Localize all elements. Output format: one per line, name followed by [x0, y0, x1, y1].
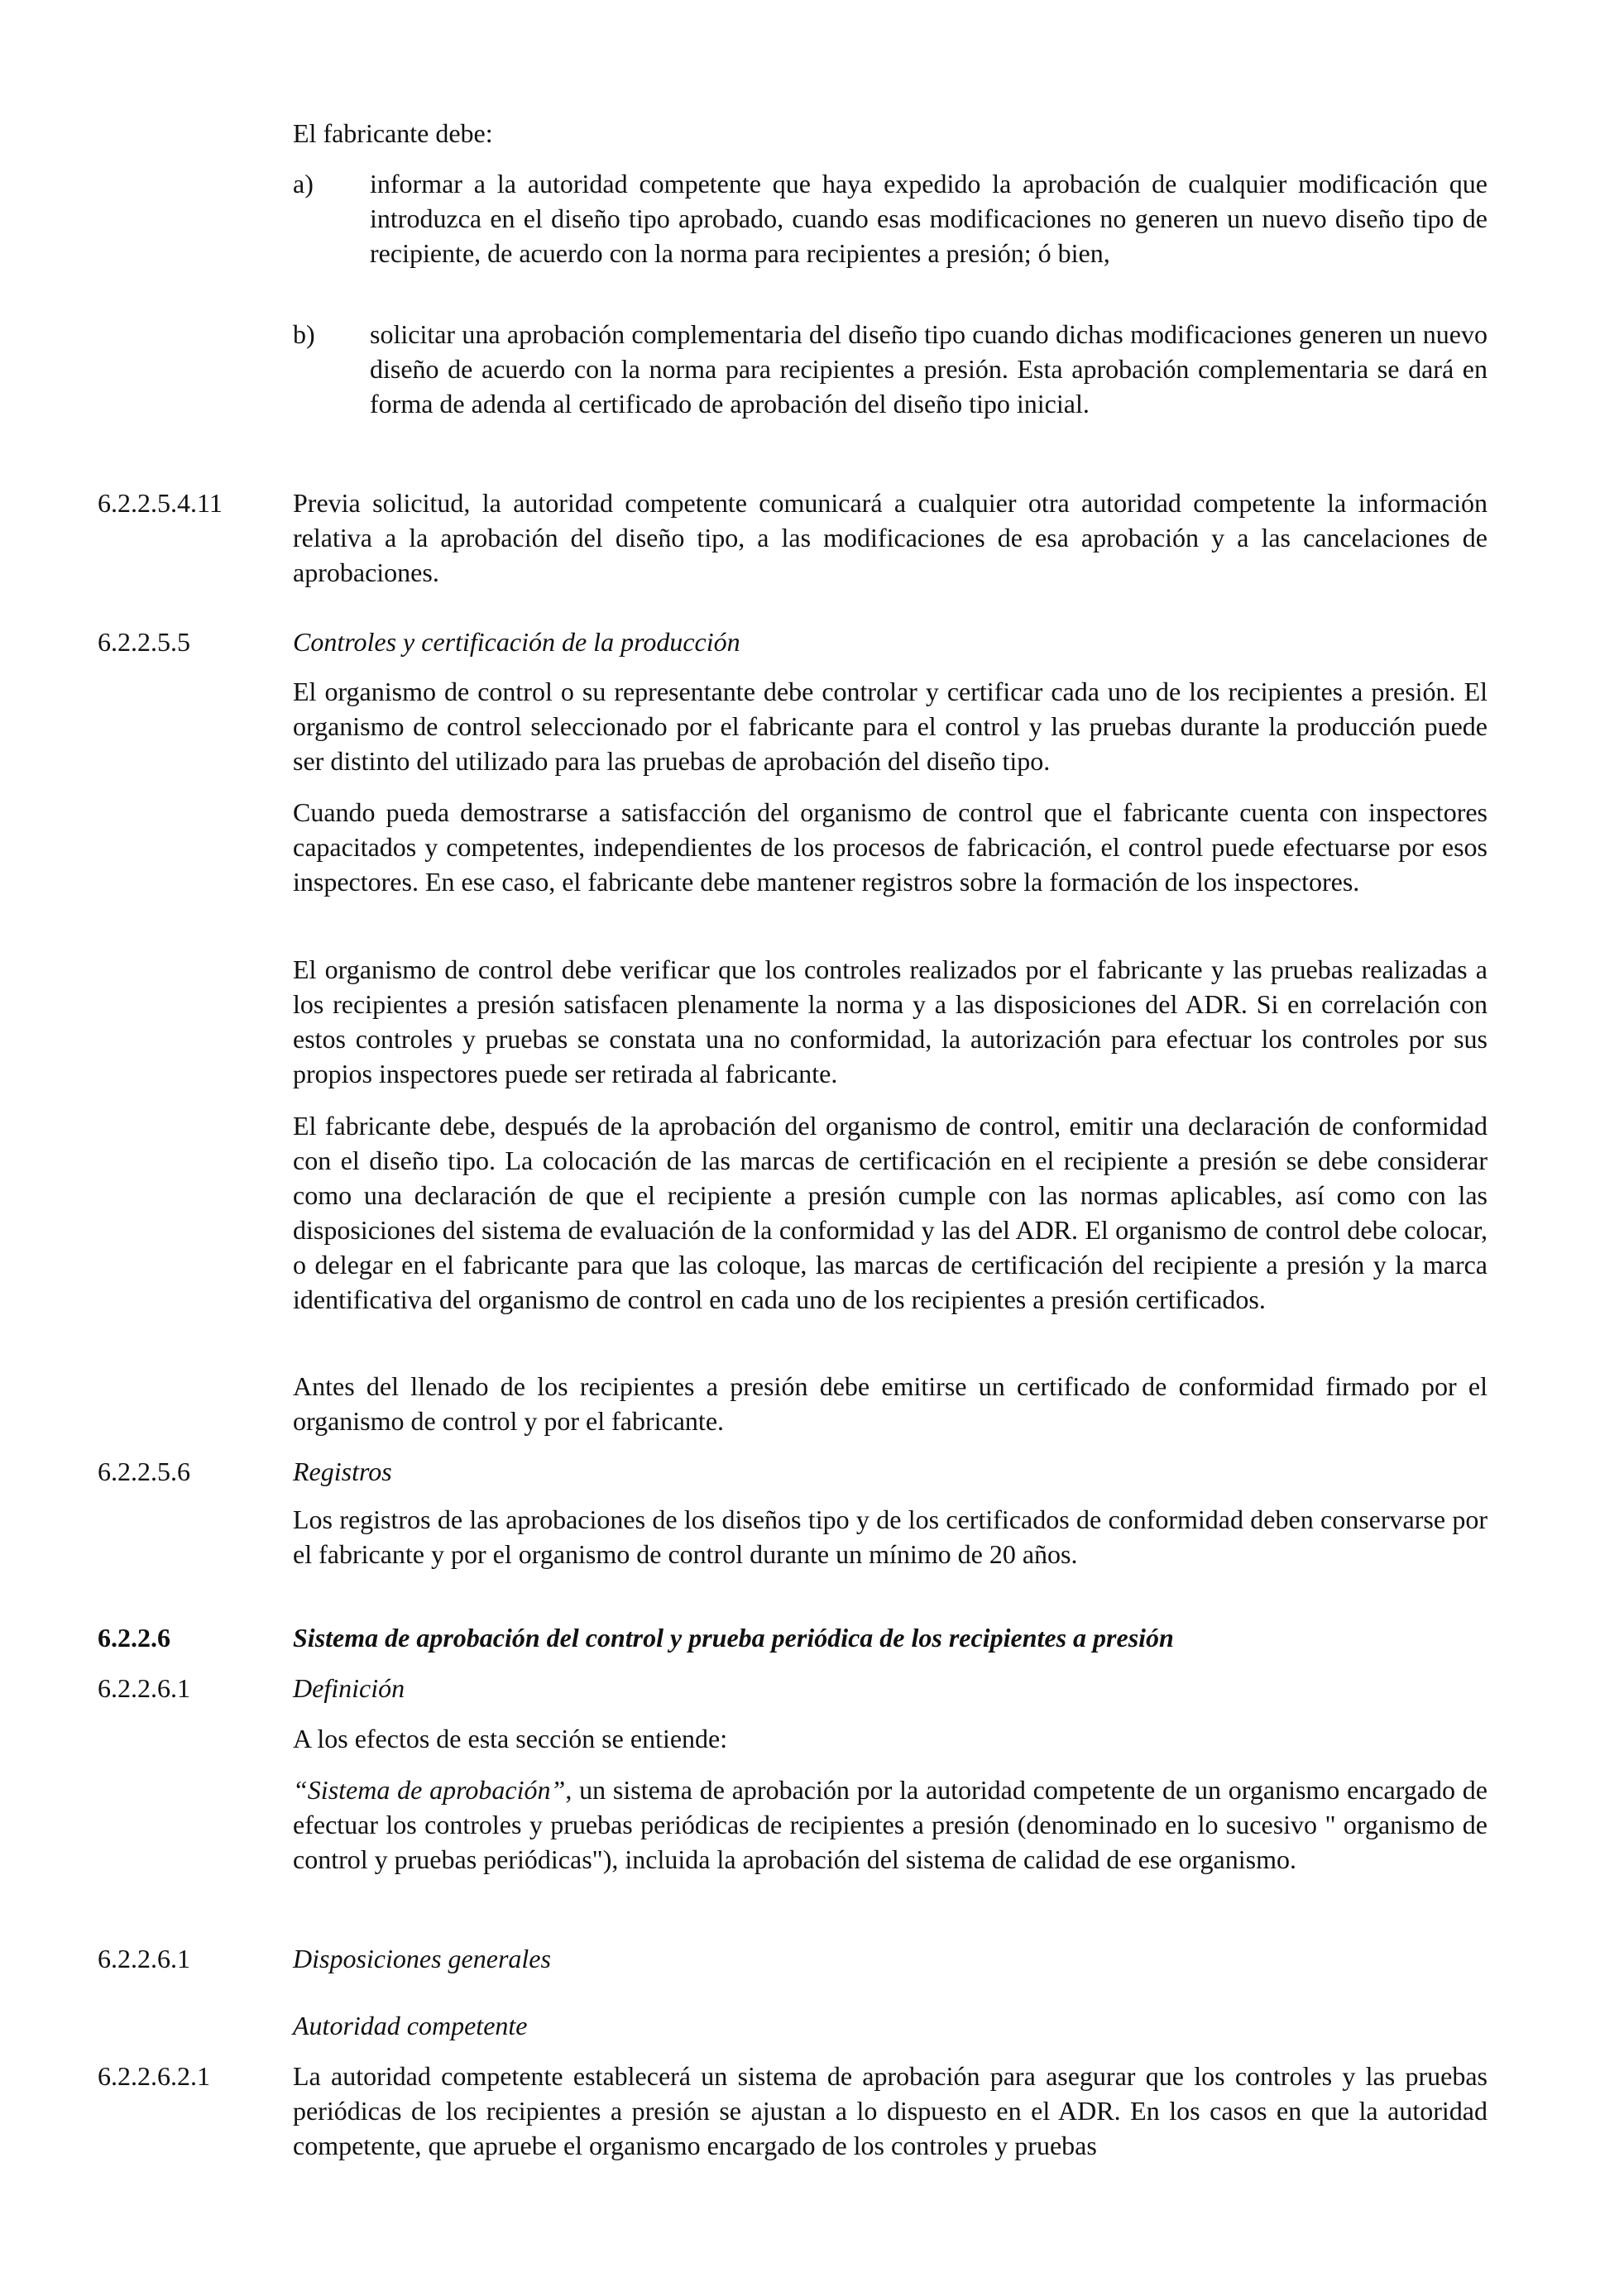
definition-term: “Sistema de aprobación” [293, 1775, 566, 1805]
definition-text: , un sistema de aprobación por la autoridad competente de un organismo encargado de efectuar los controles y pruebas periódicas de recipientes a presión (denominado en lo sucesivo " organismo de control y pruebas periódicas"), incluida la aprobación del sistema de calidad de ese organismo. [293, 1775, 1488, 1874]
section-title: Definición [293, 1673, 405, 1703]
intro-text: El fabricante debe: [293, 118, 493, 148]
section-title: Disposiciones generales [293, 1944, 551, 1973]
section-number: 6.2.2.5.5 [98, 627, 190, 657]
subsection-title: Autoridad competente [293, 2011, 528, 2040]
list-item-b-text: solicitar una aprobación complementaria del diseño tipo cuando dichas modificaciones generen un nuevo diseño de acuerdo con la norma para recipientes a presión. Esta aprobación complementaria se dará en forma de adenda al certificado de aprobación del diseño tipo inicial. [370, 319, 1487, 419]
section-text: Previa solicitud, la autoridad competente comunicará a cualquier otra autoridad competente la información relativa a la aprobación del diseño tipo, a las modificaciones de esa aprobación y a las cancelaciones de aprobaciones. [293, 488, 1487, 587]
section-title: Sistema de aprobación del control y prueba periódica de los recipientes a presión [293, 1623, 1174, 1653]
paragraph: El organismo de control o su representante debe controlar y certificar cada uno de los recipientes a presión. El organismo de control seleccionado por el fabricante para el control y las pruebas durante la producción puede ser distinto del utilizado para las pruebas de aprobación del diseño tipo. [293, 677, 1487, 776]
definition-paragraph [293, 1772, 1487, 1877]
list-item-a-text: informar a la autoridad competente que haya expedido la aprobación de cualquier modificación que introduzca en el diseño tipo aprobado, cuando esas modificaciones no generen un nuevo diseño tipo de recipiente, de acuerdo con la norma para recipientes a presión; ó bien, [370, 169, 1487, 268]
section-title: Controles y certificación de la producción [293, 627, 740, 657]
section-number: 6.2.2.5.6 [98, 1457, 190, 1486]
paragraph: El fabricante debe, después de la aprobación del organismo de control, emitir una declaración de conformidad con el diseño tipo. La colocación de las marcas de certificación en el recipiente a presión se debe considerar como una declaración de que el recipiente a presión cumple con las normas aplicables, así como con las disposiciones del sistema de evaluación de la conformidad y las del ADR. El organismo de control debe colocar, o delegar en el fabricante para que las coloque, las marcas de certificación del recipiente a presión y la marca identificativa del organismo de control en cada uno de los recipientes a presión certificados. [293, 1111, 1487, 1314]
paragraph: Los registros de las aprobaciones de los diseños tipo y de los certificados de conformidad deben conservarse por el fabricante y por el organismo de control durante un mínimo de 20 años. [293, 1504, 1487, 1569]
section-number: 6.2.2.5.4.11 [98, 488, 223, 518]
section-number: 6.2.2.6.1 [98, 1944, 190, 1973]
section-text: La autoridad competente establecerá un sistema de aprobación para asegurar que los controles y las pruebas periódicas de los recipientes a presión se ajustan a lo dispuesto en el ADR. En los casos en que la autoridad competente, que apruebe el organismo encargado de los controles y pruebas [293, 2061, 1487, 2160]
list-item-b-label: b) [293, 319, 315, 349]
section-title: Registros [293, 1457, 392, 1486]
paragraph: A los efectos de esta sección se entiende: [293, 1724, 728, 1753]
paragraph: El organismo de control debe verificar que los controles realizados por el fabricante y las pruebas realizadas a los recipientes a presión satisfacen plenamente la norma y a las disposiciones del ADR. Si en correlación con estos controles y pruebas se constata una no conformidad, la autorización para efectuar los controles por sus propios inspectores puede ser retirada al fabricante. [293, 954, 1487, 1088]
section-number: 6.2.2.6.1 [98, 1673, 190, 1703]
section-number: 6.2.2.6.2.1 [98, 2061, 210, 2091]
section-number: 6.2.2.6 [98, 1623, 170, 1653]
paragraph: Antes del llenado de los recipientes a presión debe emitirse un certificado de conformidad firmado por el organismo de control y por el fabricante. [293, 1371, 1487, 1436]
list-item-a-label: a) [293, 169, 314, 199]
paragraph: Cuando pueda demostrarse a satisfacción del organismo de control que el fabricante cuenta con inspectores capacitados y competentes, independientes de los procesos de fabricación, el control puede efectuarse por esos inspectores. En ese caso, el fabricante debe mantener registros sobre la formación de los inspectores. [293, 797, 1487, 897]
